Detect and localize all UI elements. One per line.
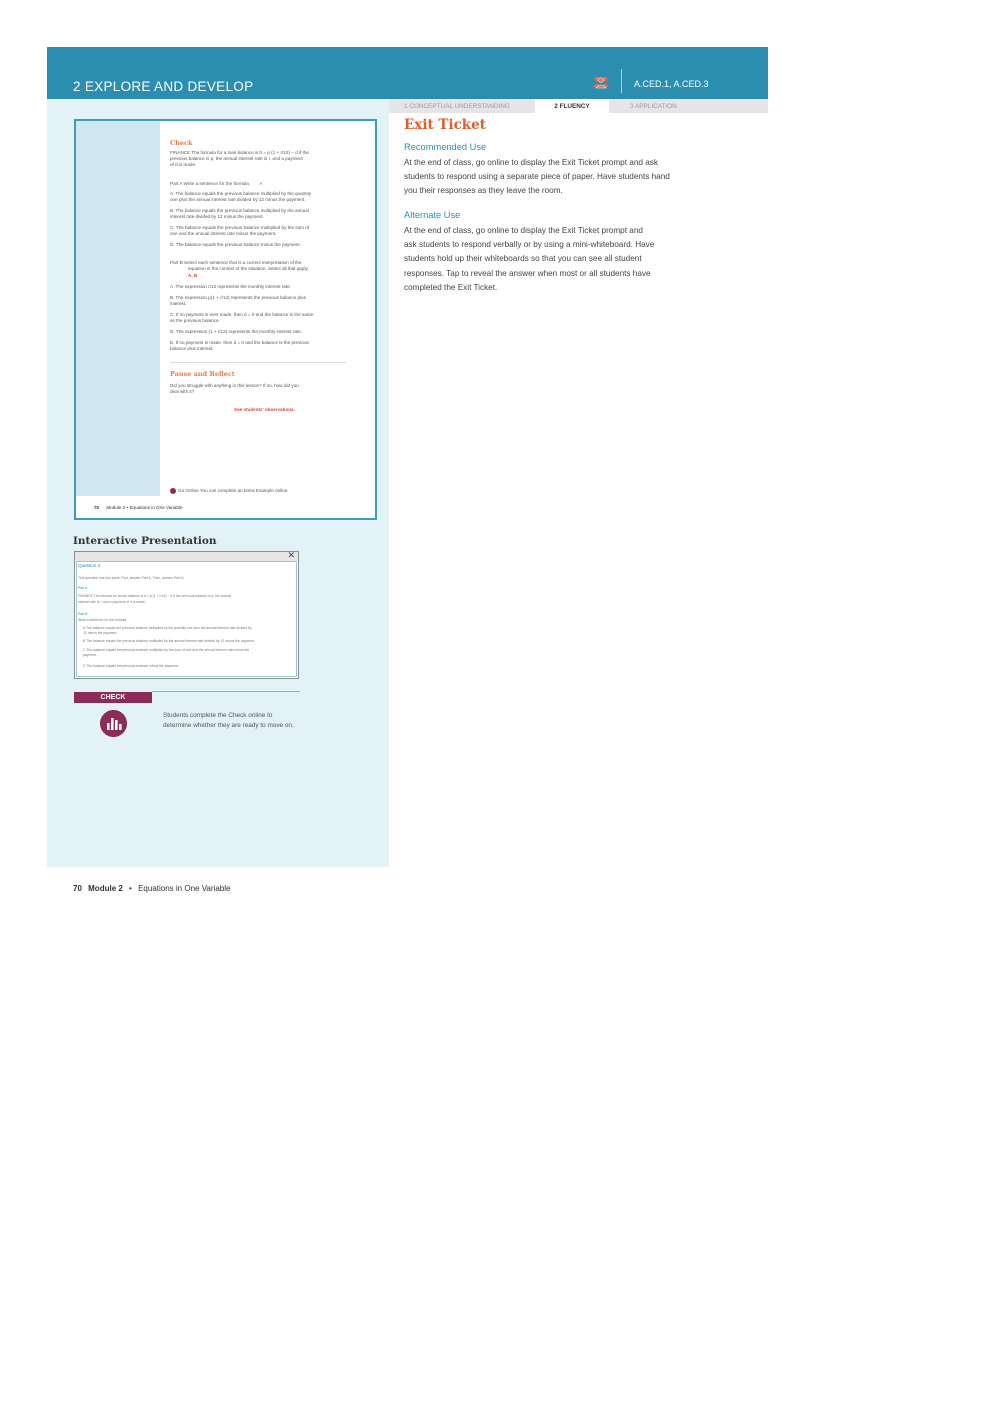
question-instructions: This question has two parts. First, answer Part A. Then, answer Part B. (78, 576, 185, 580)
page-number: 70 (73, 884, 82, 893)
tab-conceptual-understanding[interactable]: 1 CONCEPTUAL UNDERSTANDING (404, 103, 510, 110)
group-icon (592, 75, 610, 89)
part-b-option: B. The expression p(1 + r/12) represents the previous balance plus (170, 295, 306, 300)
tab-fluency[interactable]: 2 FLUENCY (535, 99, 609, 113)
window-title-bar (75, 552, 298, 561)
part-a-option: interest rate divided by 12 minus the payment. (170, 214, 264, 219)
text-line: students to respond using a separate piece of paper. Have students hand (404, 172, 670, 182)
part-b-option: E. If no payment is made, then d = 0 and the balance is the previous (170, 340, 309, 345)
part-b-option: D. The expression (1 + r/12) represents the monthly interest rate. (170, 329, 303, 334)
part-b-option: interest. (170, 301, 187, 306)
part-a-option: B. The balance equals the previous balance multiplied by the annual (170, 208, 309, 213)
answer-option[interactable]: D The balance equals the previous balance minus the payment. (83, 664, 179, 668)
part-a-option: C. The balance equals the previous balance multiplied by the sum of (170, 225, 310, 230)
pause-question: deal with it? (170, 389, 195, 394)
part-b-answer: A, B (188, 273, 198, 278)
part-b-label: Part B (78, 612, 88, 616)
go-online-icon (170, 488, 176, 494)
finance-text: FINANCE The formula for a loan balance is b = p (1 + r/12) − d if the previous balance is p, the annual (78, 594, 232, 598)
part-b-option: C. If no payment is ever made, then d = 0 and the balance is the same (170, 312, 314, 317)
pause-answer: See students' observations. (234, 407, 295, 412)
recommended-use-heading: Recommended Use (404, 142, 487, 152)
part-a-prompt (170, 181, 262, 187)
page-footer-text: Module 2 • Equations in One Variable (106, 505, 183, 510)
finance-text: interest rate is r, and a payment of d is made. (78, 600, 146, 604)
part-a-option: A. The balance equals the previous balance multiplied by the quantity (170, 191, 312, 196)
module-label: Module 2 (88, 884, 123, 893)
answer-option: payment. (83, 653, 97, 657)
part-b-option: balance plus interest. (170, 346, 214, 351)
question-panel (76, 561, 297, 677)
part-a-answer: A (259, 181, 263, 186)
part-b-prompt: equation in the context of the situation. Select all that apply. (188, 266, 309, 271)
go-online-text: Go Online You can complete an Extra Example online. (178, 488, 289, 493)
text-line: At the end of class, go online to display the Exit Ticket prompt and ask (404, 158, 658, 167)
check-description: Students complete the Check online to determine whether they are ready to move on. (163, 712, 294, 729)
student-page-thumbnail (74, 119, 377, 520)
header-divider (621, 69, 622, 93)
page-footer-number: 70 (94, 505, 100, 510)
text-line: responses. Tap to reveal the answer when most or all students have (404, 268, 651, 278)
text-line: students hold up their whiteboards so that you can see all student (404, 254, 642, 264)
pause-question: Did you struggle with anything in this lesson? If so, how did you (170, 383, 299, 388)
part-a-text: Part A Write a sentence for the formula. (170, 181, 251, 186)
exit-ticket-title: Exit Ticket (404, 117, 486, 133)
recommended-use-text (404, 156, 714, 199)
interactive-presentation-title: Interactive Presentation (73, 535, 217, 547)
divider (170, 362, 346, 363)
answer-option: 12 minus the payment. (83, 631, 118, 635)
text-line: you their responses as they leave the room. (404, 186, 563, 196)
finance-text: previous balance is p, the annual interest rate is r, and a payment (170, 156, 303, 161)
finance-text: FINANCE The formula for a loan balance is b = p (1 + r/12) − d if the (170, 150, 309, 155)
part-a-option: D. The balance equals the previous balance minus the payment. (170, 242, 301, 247)
finance-text: of d is made. (170, 162, 197, 167)
section-title: 2 EXPLORE AND DEVELOP (73, 79, 254, 94)
check-divider (152, 691, 300, 692)
part-b-prompt: Part B Select each sentence that is a correct interpretation of the (170, 260, 302, 265)
text-line: completed the Exit Ticket. (404, 282, 498, 292)
standards-label: A.CED.1, A.CED.3 (634, 79, 709, 89)
part-a-option: one and the annual interest rate minus the payment. (170, 231, 277, 236)
part-a-option: one plus the annual interest rate divided by 12 minus the payment. (170, 197, 306, 202)
page-footer (73, 884, 230, 893)
lesson-tabs (389, 99, 768, 113)
page-footer (94, 505, 183, 511)
close-icon[interactable]: ✕ (287, 550, 295, 560)
interactive-presentation-window (74, 551, 299, 679)
check-heading: Check (170, 139, 193, 147)
section-header (47, 47, 768, 99)
part-a-label: Part A (78, 586, 88, 590)
alternate-use-text (404, 224, 714, 295)
alternate-use-heading: Alternate Use (404, 210, 461, 220)
student-page-margin (76, 121, 160, 496)
tab-application[interactable]: 3 APPLICATION (630, 103, 677, 110)
answer-option[interactable]: A The balance equals the previous balance multiplied by the quantity one plus the annual interest rate divided by (83, 626, 252, 630)
text-line: At the end of class, go online to display the Exit Ticket prompt and (404, 226, 643, 235)
part-b-option: as the previous balance. (170, 318, 220, 323)
bar-chart-icon (100, 710, 127, 737)
select-instruction: Write a sentence for the formula. (78, 618, 128, 622)
question-title: Question 3 (78, 563, 101, 568)
check-tab: CHECK (74, 692, 152, 703)
footer-subject: Equations in One Variable (138, 884, 231, 893)
answer-option[interactable]: C The balance equals the previous balance multiplied by the sum of one and the annual interest rate minus the (83, 648, 250, 652)
pause-heading: Pause and Reflect (170, 370, 235, 378)
part-b-option: A. The expression r/12 represents the monthly interest rate. (170, 284, 291, 289)
text-line: ask students to respond verbally or by using a mini-whiteboard. Have (404, 240, 655, 250)
footer-bullet: • (129, 884, 132, 893)
answer-option[interactable]: B The balance equals the previous balance multiplied by the annual interest rate divided by 12 minus the payment. (83, 639, 255, 643)
